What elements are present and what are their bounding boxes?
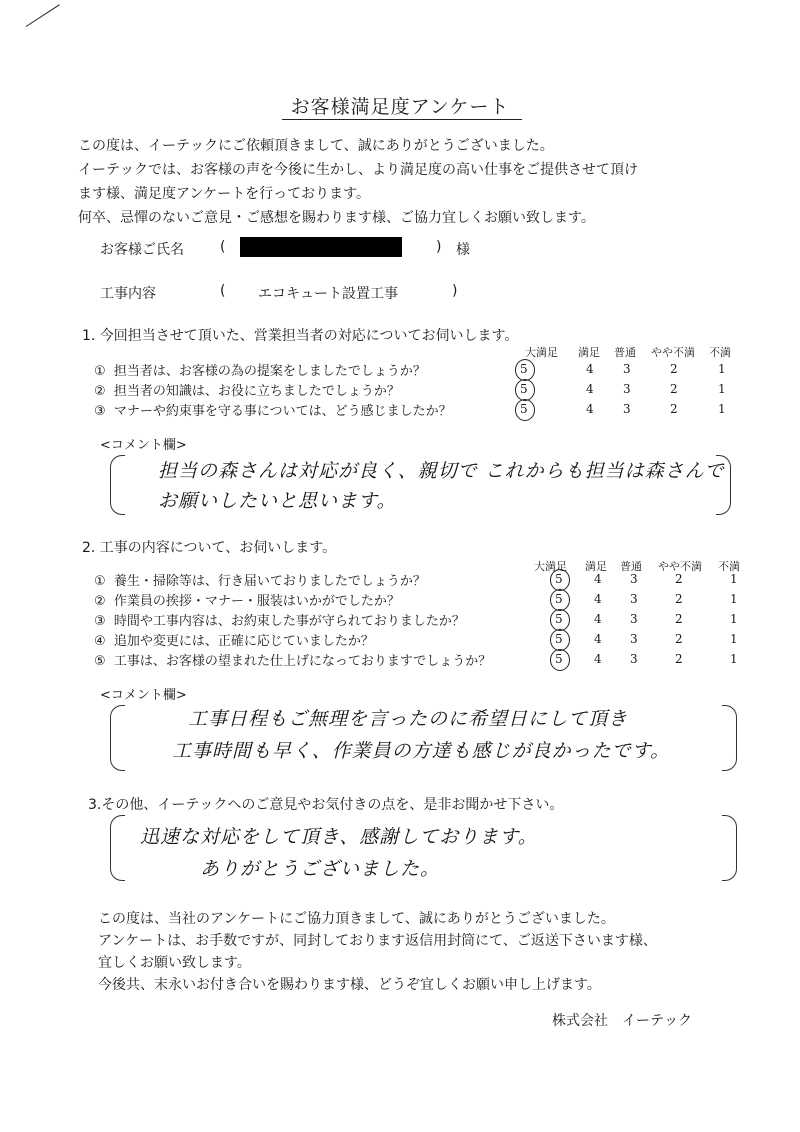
scale-very-satisfied: 大満足 bbox=[525, 346, 558, 359]
intro-paragraph bbox=[78, 134, 638, 230]
survey-title: お客様満足度アンケート bbox=[290, 96, 510, 118]
section1-comment-label: <コメント欄> bbox=[100, 438, 187, 453]
rating-value: 5 bbox=[555, 632, 563, 646]
rating-value: 3 bbox=[623, 402, 631, 416]
rating-value: 4 bbox=[586, 382, 594, 396]
scale-very-satisfied: 大満足 bbox=[534, 560, 567, 573]
scale-neutral: 普通 bbox=[614, 346, 636, 359]
section2-comment-line: 工事時間も早く、作業員の方達も感じが良かったです。 bbox=[172, 740, 671, 762]
section2-question-3 bbox=[94, 610, 465, 630]
rating-value: 4 bbox=[594, 612, 602, 626]
rating-value: 4 bbox=[594, 652, 602, 666]
question-text: 作業員の挨拶・マナー・服装はいかがでしたか？ bbox=[113, 594, 400, 609]
comment-bracket-left bbox=[110, 455, 125, 515]
selected-rating-circle bbox=[550, 629, 570, 651]
section1-question-1 bbox=[94, 360, 426, 380]
intro-line: この度は、イーテックにご依頼頂きまして、誠にありがとうございました。 bbox=[78, 138, 554, 154]
rating-value: 5 bbox=[520, 402, 528, 416]
rating-value: 1 bbox=[730, 632, 738, 646]
rating-value: 3 bbox=[630, 572, 638, 586]
rating-value: 3 bbox=[623, 362, 631, 376]
rating-value: 2 bbox=[670, 362, 678, 376]
section2-question-4 bbox=[94, 630, 374, 650]
rating-value: 4 bbox=[586, 402, 594, 416]
selected-rating-circle bbox=[550, 649, 570, 671]
rating-value: 2 bbox=[675, 612, 683, 626]
pen-stroke-mark bbox=[26, 4, 60, 27]
rating-value: 3 bbox=[630, 612, 638, 626]
question-number: ② bbox=[94, 594, 106, 609]
section2-heading: 2. 工事の内容について、お伺いします。 bbox=[82, 540, 337, 556]
selected-rating-circle bbox=[550, 609, 570, 631]
section2-question-2 bbox=[94, 590, 400, 610]
section3-comment-line: ありがとうございました。 bbox=[200, 858, 441, 880]
scale-dissatisfied: 不満 bbox=[718, 560, 740, 573]
intro-line: イーテックでは、お客様の声を今後に生かし、より満足度の高い仕事をご提供させて頂け bbox=[78, 162, 638, 178]
rating-value: 1 bbox=[730, 592, 738, 606]
selected-rating-circle bbox=[550, 589, 570, 611]
work-open-paren: ( bbox=[220, 283, 226, 299]
scale-dissatisfied: 不満 bbox=[709, 346, 731, 359]
section2-comment-line: 工事日程もご無理を言ったのに希望日にして頂き bbox=[188, 708, 629, 730]
comment-bracket-left bbox=[110, 815, 125, 881]
rating-value: 4 bbox=[594, 572, 602, 586]
rating-value: 2 bbox=[670, 402, 678, 416]
rating-value: 1 bbox=[718, 362, 726, 376]
section3-heading: 3.その他、イーテックへのご意見やお気付きの点を、是非お聞かせ下さい。 bbox=[88, 797, 564, 813]
closing-line: 今後共、末永いお付き合いを賜わります様、どうぞ宜しくお願い申し上げます。 bbox=[98, 977, 601, 993]
rating-value: 5 bbox=[555, 572, 563, 586]
section1-comment-line: お願いしたいと思います。 bbox=[158, 490, 397, 512]
rating-value: 1 bbox=[718, 402, 726, 416]
section1-question-3 bbox=[94, 400, 452, 420]
question-text: 担当者の知識は、お役に立ちましたでしょうか？ bbox=[113, 384, 400, 399]
question-number: ① bbox=[94, 364, 106, 379]
question-number: ⑤ bbox=[94, 654, 106, 669]
section1-comment-line: 担当の森さんは対応が良く、親切で これからも担当は森さんで bbox=[158, 460, 725, 482]
rating-value: 3 bbox=[630, 632, 638, 646]
company-name: 株式会社 イーテック bbox=[552, 1013, 692, 1029]
question-number: ④ bbox=[94, 634, 106, 649]
rating-value: 3 bbox=[630, 592, 638, 606]
section1-heading: 1. 今回担当させて頂いた、営業担当者の対応についてお伺いします。 bbox=[82, 328, 519, 344]
rating-value: 1 bbox=[730, 572, 738, 586]
section3-comment-line: 迅速な対応をして頂き、感謝しております。 bbox=[140, 826, 538, 848]
rating-value: 1 bbox=[718, 382, 726, 396]
selected-rating-circle bbox=[515, 359, 535, 381]
scale-satisfied: 満足 bbox=[578, 346, 600, 359]
rating-value: 1 bbox=[730, 612, 738, 626]
comment-bracket-right bbox=[722, 815, 737, 881]
rating-value: 2 bbox=[675, 572, 683, 586]
rating-value: 5 bbox=[520, 362, 528, 376]
intro-line: 何卒、忌憚のないご意見・ご感想を賜わります様、ご協力宜しくお願い致します。 bbox=[78, 210, 595, 226]
question-text: 担当者は、お客様の為の提案をしましたでしょうか？ bbox=[113, 364, 426, 379]
rating-value: 5 bbox=[520, 382, 528, 396]
question-text: 工事は、お客様の望まれた仕上げになっておりますでしょうか？ bbox=[113, 654, 492, 669]
comment-bracket-left bbox=[110, 705, 125, 771]
scale-satisfied: 満足 bbox=[585, 560, 607, 573]
closing-paragraph bbox=[98, 908, 657, 996]
rating-value: 2 bbox=[675, 592, 683, 606]
closing-line: 宜しくお願い致します。 bbox=[98, 955, 251, 971]
scale-neutral: 普通 bbox=[620, 560, 642, 573]
rating-value: 5 bbox=[555, 652, 563, 666]
scale-somewhat-dissatisfied: やや不満 bbox=[658, 560, 702, 573]
rating-value: 5 bbox=[555, 612, 563, 626]
closing-line: この度は、当社のアンケートにご協力頂きまして、誠にありがとうございました。 bbox=[98, 911, 615, 927]
selected-rating-circle bbox=[515, 399, 535, 421]
intro-line: ます様、満足度アンケートを行っております。 bbox=[78, 186, 371, 202]
redacted-customer-name bbox=[240, 237, 402, 257]
question-text: マナーや約束事を守る事については、どう感じましたか？ bbox=[113, 404, 452, 419]
section2-question-5 bbox=[94, 650, 491, 670]
section2-comment-label: <コメント欄> bbox=[100, 688, 187, 703]
scale-somewhat-dissatisfied: やや不満 bbox=[651, 346, 695, 359]
customer-honorific: 様 bbox=[456, 242, 470, 258]
question-number: ③ bbox=[94, 614, 106, 629]
work-content-label: 工事内容 bbox=[100, 286, 156, 302]
section2-question-1 bbox=[94, 570, 426, 590]
comment-bracket-right bbox=[722, 705, 737, 771]
question-text: 養生・掃除等は、行き届いておりましたでしょうか？ bbox=[113, 574, 426, 589]
selected-rating-circle bbox=[515, 379, 535, 401]
rating-value: 5 bbox=[555, 592, 563, 606]
customer-close-paren: ) bbox=[436, 239, 442, 255]
question-number: ② bbox=[94, 384, 106, 399]
title-underline bbox=[282, 119, 522, 120]
rating-value: 4 bbox=[594, 592, 602, 606]
rating-value: 2 bbox=[670, 382, 678, 396]
rating-value: 4 bbox=[594, 632, 602, 646]
rating-value: 3 bbox=[630, 652, 638, 666]
customer-open-paren: ( bbox=[220, 239, 226, 255]
closing-line: アンケートは、お手数ですが、同封しております返信用封筒にて、ご返送下さいます様、 bbox=[98, 933, 657, 949]
rating-value: 3 bbox=[623, 382, 631, 396]
rating-value: 4 bbox=[586, 362, 594, 376]
section1-question-2 bbox=[94, 380, 400, 400]
question-text: 時間や工事内容は、お約束した事が守られておりましたか？ bbox=[113, 614, 465, 629]
work-close-paren: ) bbox=[452, 283, 458, 299]
customer-name-label: お客様ご氏名 bbox=[100, 242, 184, 258]
rating-value: 1 bbox=[730, 652, 738, 666]
rating-value: 2 bbox=[675, 632, 683, 646]
question-number: ③ bbox=[94, 404, 106, 419]
selected-rating-circle bbox=[550, 569, 570, 591]
work-content-value: エコキュート設置工事 bbox=[258, 286, 398, 302]
question-text: 追加や変更には、正確に応じていましたか？ bbox=[113, 634, 374, 649]
question-number: ① bbox=[94, 574, 106, 589]
rating-value: 2 bbox=[675, 652, 683, 666]
